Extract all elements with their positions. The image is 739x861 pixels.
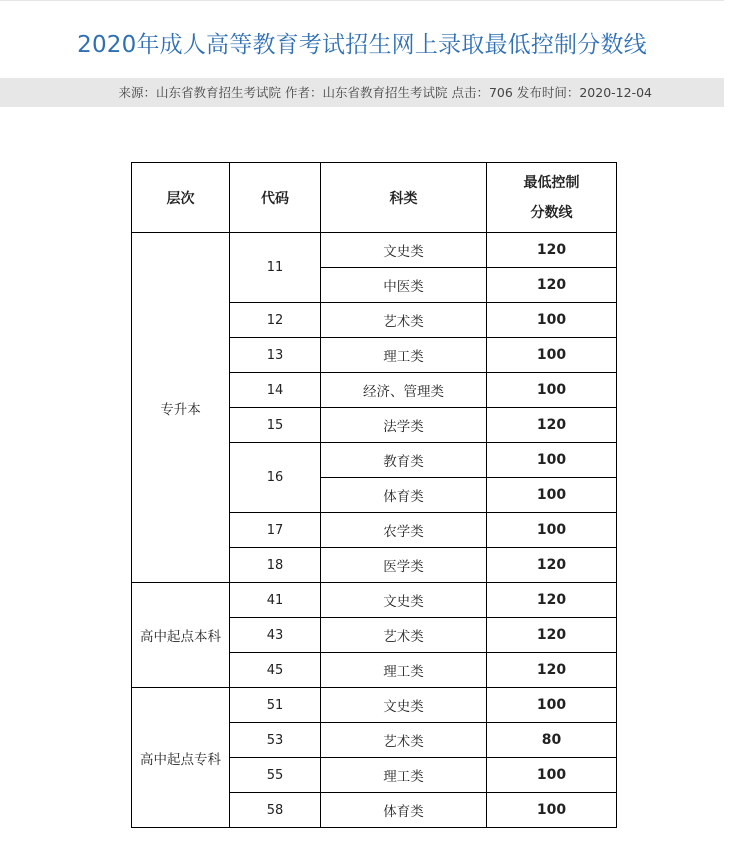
score-cell: 100 [487, 688, 617, 723]
score-cell: 100 [487, 373, 617, 408]
category-cell: 医学类 [321, 548, 487, 583]
header-score [487, 163, 617, 233]
header-code: 代码 [230, 163, 321, 233]
code-cell: 53 [230, 723, 321, 758]
code-cell: 41 [230, 583, 321, 618]
category-cell: 中医类 [321, 268, 487, 303]
score-cell: 80 [487, 723, 617, 758]
meta-source: 山东省教育招生考试院 [155, 85, 281, 100]
code-cell: 55 [230, 758, 321, 793]
code-cell: 12 [230, 303, 321, 338]
category-cell: 文史类 [321, 688, 487, 723]
category-cell: 文史类 [321, 233, 487, 268]
category-cell: 法学类 [321, 408, 487, 443]
score-cell: 100 [487, 758, 617, 793]
meta-clicks-label: 点击： [451, 85, 489, 100]
category-cell: 理工类 [321, 758, 487, 793]
header-score-line2: 分数线 [530, 204, 573, 221]
code-cell: 51 [230, 688, 321, 723]
code-cell: 14 [230, 373, 321, 408]
score-cell: 100 [487, 478, 617, 513]
code-cell: 58 [230, 793, 321, 828]
category-cell: 理工类 [321, 338, 487, 373]
page-title: 2020年成人高等教育考试招生网上录取最低控制分数线 [77, 32, 647, 58]
header-category: 科类 [321, 163, 487, 233]
meta-source-label: 来源： [118, 85, 156, 100]
code-cell: 45 [230, 653, 321, 688]
article-meta-bar [0, 78, 724, 107]
category-cell: 体育类 [321, 478, 487, 513]
table-header-row [132, 163, 617, 233]
category-cell: 艺术类 [321, 303, 487, 338]
meta-author-label: 作者： [284, 85, 323, 100]
score-cell: 120 [487, 583, 617, 618]
code-cell: 13 [230, 338, 321, 373]
score-table [131, 162, 617, 828]
code-cell: 18 [230, 548, 321, 583]
code-cell: 43 [230, 618, 321, 653]
score-cell: 100 [487, 443, 617, 478]
meta-author: 山东省教育招生考试院 [322, 85, 448, 100]
score-cell: 100 [487, 793, 617, 828]
score-cell: 100 [487, 338, 617, 373]
code-cell: 15 [230, 408, 321, 443]
table-row [132, 583, 617, 618]
score-cell: 120 [487, 548, 617, 583]
table-row [132, 688, 617, 723]
category-cell: 文史类 [321, 583, 487, 618]
table-body [132, 233, 617, 828]
code-cell: 16 [230, 443, 321, 513]
score-cell: 120 [487, 408, 617, 443]
score-cell: 100 [487, 513, 617, 548]
category-cell: 经济、管理类 [321, 373, 487, 408]
meta-date-label: 发布时间： [516, 85, 580, 100]
category-cell: 体育类 [321, 793, 487, 828]
category-cell: 农学类 [321, 513, 487, 548]
code-cell: 11 [230, 233, 321, 303]
meta-clicks: 706 [488, 85, 513, 100]
header-score-line1: 最低控制 [523, 174, 580, 191]
category-cell: 艺术类 [321, 723, 487, 758]
level-cell: 专升本 [132, 233, 230, 583]
code-cell: 17 [230, 513, 321, 548]
level-cell: 高中起点本科 [132, 583, 230, 688]
category-cell: 教育类 [321, 443, 487, 478]
meta-date: 2020-12-04 [579, 85, 652, 100]
table-row [132, 233, 617, 268]
category-cell: 理工类 [321, 653, 487, 688]
score-cell: 120 [487, 653, 617, 688]
score-cell: 120 [487, 233, 617, 268]
top-divider [0, 0, 724, 1]
score-cell: 100 [487, 303, 617, 338]
score-cell: 120 [487, 268, 617, 303]
category-cell: 艺术类 [321, 618, 487, 653]
score-cell: 120 [487, 618, 617, 653]
level-cell: 高中起点专科 [132, 688, 230, 828]
header-level: 层次 [132, 163, 230, 233]
